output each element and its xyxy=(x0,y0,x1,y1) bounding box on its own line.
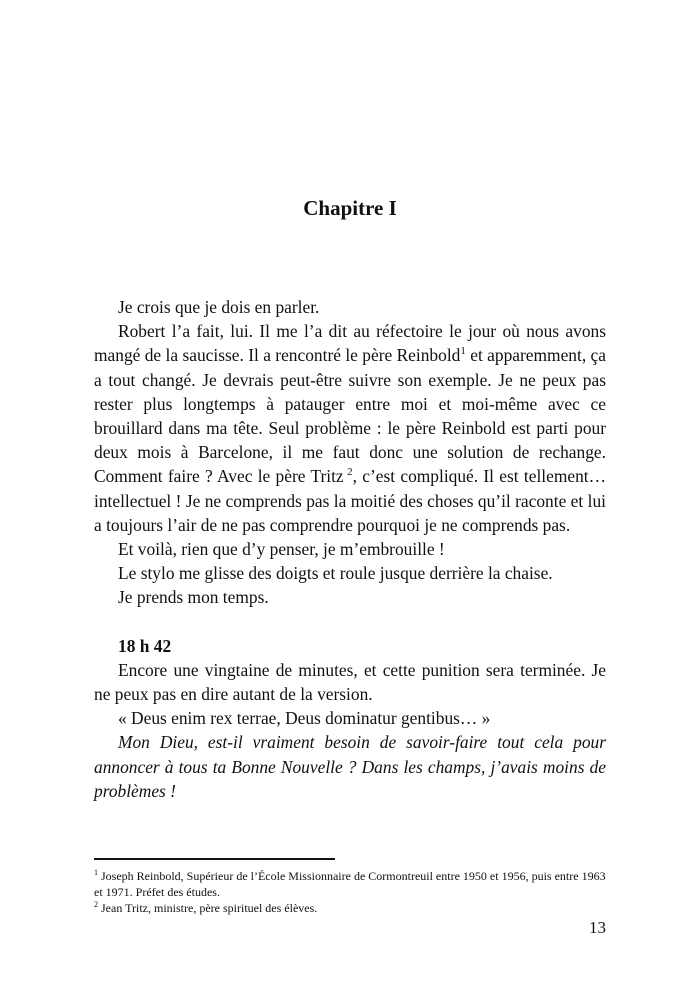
footnote-1 xyxy=(94,868,606,900)
footnote-ref-2: 2 xyxy=(347,466,353,479)
paragraph-6: Encore une vingtaine de minutes, et cette punition sera terminée. Je ne peux pas en dire autant de la version. xyxy=(94,659,606,705)
chapter-title: Chapitre I xyxy=(303,196,397,220)
paragraph-2-part-b: et apparemment, ça a tout changé. Je devrais peut-être suivre son exemple. Je ne peux pas rester plus longtemps à patauger entre moi et moi-même avec ce brouillard dans ma tête. Seul problème : le père Reinbold est parti pour deux mois à Barcelone, il me faut donc une solution de rechange. Comment faire ? Avec le père Tritz xyxy=(94,345,606,487)
paragraph-2-part-c: , c’est compliqué. Il est tellement… intellectuel ! Je ne comprends pas la moitié des choses qu’il raconte et lui a toujours l’air de ne pas comprendre pourquoi je ne comprends pas. xyxy=(94,466,606,535)
paragraph-2 xyxy=(94,319,606,537)
footnote-text-2: Jean Tritz, ministre, père spirituel des élèves. xyxy=(101,901,318,915)
footnote-2 xyxy=(94,900,606,916)
paragraph-1: Je crois que je dois en parler. xyxy=(118,297,320,317)
footnotes xyxy=(94,868,606,916)
footnote-number-2: 2 xyxy=(94,900,98,909)
chapter-body xyxy=(94,295,606,803)
paragraph-4: Le stylo me glisse des doigts et roule jusque derrière la chaise. xyxy=(118,563,553,584)
section-gap xyxy=(94,610,606,634)
page-number: 13 xyxy=(589,918,606,937)
paragraph-5: Je prends mon temps. xyxy=(118,587,269,608)
footnote-ref-1: 1 xyxy=(460,345,466,358)
footnote-rule xyxy=(94,858,335,860)
paragraph-7-latin-quote: « Deus enim rex terrae, Deus dominatur gentibus… » xyxy=(118,708,491,729)
footnote-text-1: Joseph Reinbold, Supérieur de l’École Missionnaire de Cormontreuil entre 1950 et 1956, puis entre 1963 et 1971. Préfet des études. xyxy=(94,869,606,899)
paragraph-8-prayer: Mon Dieu, est-il vraiment besoin de savoir-faire tout cela pour annoncer à tous ta Bonne Nouvelle ? Dans les champs, j’avais moins de problèmes ! xyxy=(94,732,606,801)
footnote-number-1: 1 xyxy=(94,868,98,877)
paragraph-2-part-a: Robert l’a fait, lui. Il me l’a dit au réfectoire le jour où nous avons mangé de la saucisse. Il a rencontré le père Reinbold xyxy=(94,321,606,366)
timestamp-heading: 18 h 42 xyxy=(118,635,172,656)
paragraph-3: Et voilà, rien que d’y penser, je m’embrouille ! xyxy=(118,539,445,560)
